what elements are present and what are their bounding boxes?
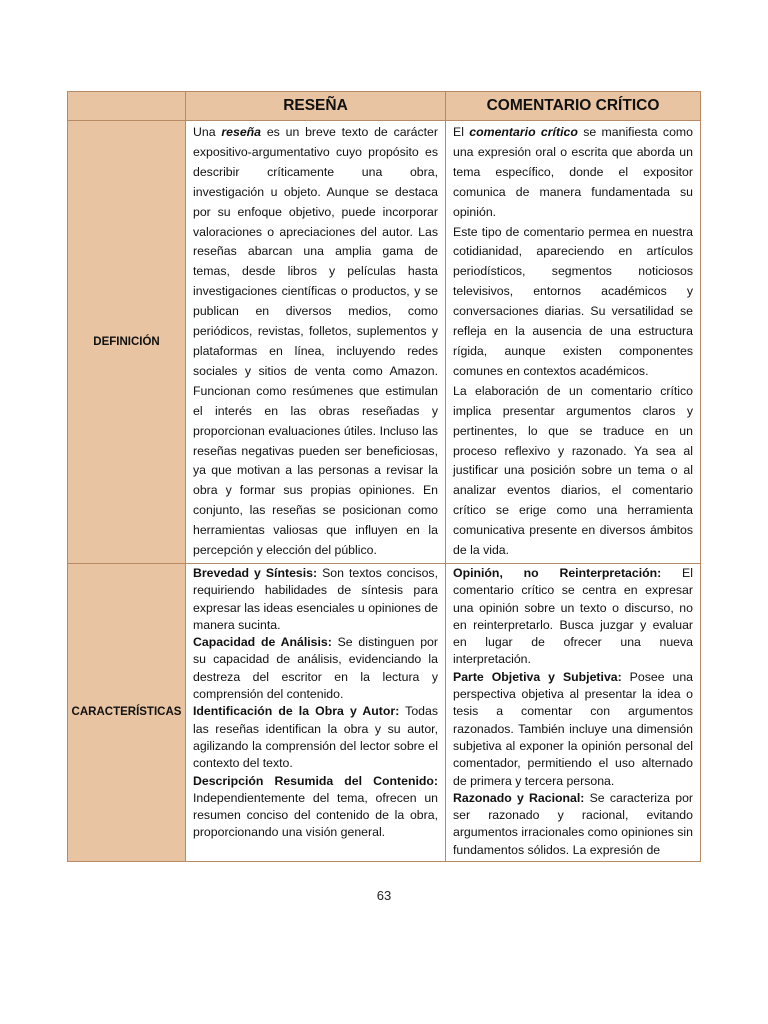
term-resena: reseña xyxy=(221,125,262,139)
definicion-resena-cell xyxy=(186,121,446,564)
caracteristicas-resena-cell xyxy=(186,563,446,861)
table-header-row xyxy=(68,92,701,121)
definicion-comentario-p1: El comentario crítico se manifiesta como una expresión oral o escrita que aborda un tema específico, donde el expositor comunica de manera fundamentada su opinión. xyxy=(453,125,693,219)
caracteristica-item: Brevedad y Síntesis: Son textos concisos, requiriendo habilidades de síntesis para expresar las ideas esenciales u opiniones de manera sucinta. xyxy=(193,565,438,632)
caracteristicas-comentario-cell xyxy=(446,563,701,861)
header-resena: RESEÑA xyxy=(186,92,446,121)
header-empty-cell xyxy=(68,92,186,121)
caracteristica-item: Razonado y Racional: Se caracteriza por ser razonado y racional, evitando argumentos irracionales como opiniones sin fundamentos sólidos. La expresión de xyxy=(453,790,693,857)
row-label-caracteristicas: CARACTERÍSTICAS xyxy=(68,563,186,861)
comparison-table xyxy=(67,91,701,862)
definicion-resena-text: Una reseña es un breve texto de carácter expositivo-argumentativo cuyo propósito es describir críticamente una obra, investigación u objeto. Aunque se destaca por su enfoque objetivo, puede incorporar valoraciones o apreciaciones del autor. Las reseñas abarcan una amplia gama de temas, desde libros y películas hasta investigaciones científicas o productos, y se publican en diversos medios, como periódicos, revistas, folletos, suplementos y plataformas en línea, incluyendo redes sociales y sitios de venta como Amazon. Funcionan como resúmenes que estimulan el interés en las obras reseñadas y proporcionan evaluaciones útiles. Incluso las reseñas negativas pueden ser beneficiosas, ya que motivan a las personas a revisar la obra y formar sus propias opiniones. En conjunto, las reseñas se posicionan como herramientas valiosas que influyen en la percepción y elección del público. xyxy=(193,125,438,558)
definicion-comentario-p3: La elaboración de un comentario crítico implica presentar argumentos claros y pertinentes, lo que se traduce en un proceso reflexivo y razonado. Ya sea al justificar una posición sobre un tema o al analizar eventos diarios, el comentario crítico se erige como una herramienta comunicativa presente en diversos ámbitos de la vida. xyxy=(453,383,693,558)
row-definicion xyxy=(68,121,701,564)
caracteristica-item: Identificación de la Obra y Autor: Todas las reseñas identifican la obra y su autor, agilizando la comprensión del lector sobre el contexto del texto. xyxy=(193,704,438,771)
caracteristica-item: Capacidad de Análisis: Se distinguen por su capacidad de análisis, evidenciando la destreza del escritor en la lectura y comprensión del contenido. xyxy=(193,635,438,702)
term-comentario-critico: comentario crítico xyxy=(469,125,578,139)
caracteristica-item: Descripción Resumida del Contenido: Independientemente del tema, ofrecen un resumen conciso del contenido de la obra, proporcionando una visión general. xyxy=(193,773,438,840)
row-label-definicion: DEFINICIÓN xyxy=(68,121,186,564)
row-caracteristicas xyxy=(68,563,701,861)
definicion-comentario-p2: Este tipo de comentario permea en nuestra cotidianidad, apareciendo en artículos periodísticos, segmentos noticiosos televisivos, entornos académicos y conversaciones diarias. Su versatilidad se refleja en la ausencia de una estructura rígida, aunque existen componentes comunes en contextos académicos. xyxy=(453,224,693,378)
header-comentario-critico: COMENTARIO CRÍTICO xyxy=(446,92,701,121)
definicion-comentario-cell xyxy=(446,121,701,564)
caracteristica-item: Opinión, no Reinterpretación: El comentario crítico se centra en expresar una opinión sobre un texto o discurso, no en reinterpretarlo. Busca juzgar y evaluar en lugar de ofrecer una nueva interpretación. xyxy=(453,565,693,667)
page-number: 63 xyxy=(376,888,392,903)
caracteristica-item: Parte Objetiva y Subjetiva: Posee una perspectiva objetiva al presentar la idea o tesis a comentar con argumentos razonados. También incluye una dimensión subjetiva al exponer la opinión personal del comentador, permitiendo el uso alternado de primera y tercera persona. xyxy=(453,669,693,788)
